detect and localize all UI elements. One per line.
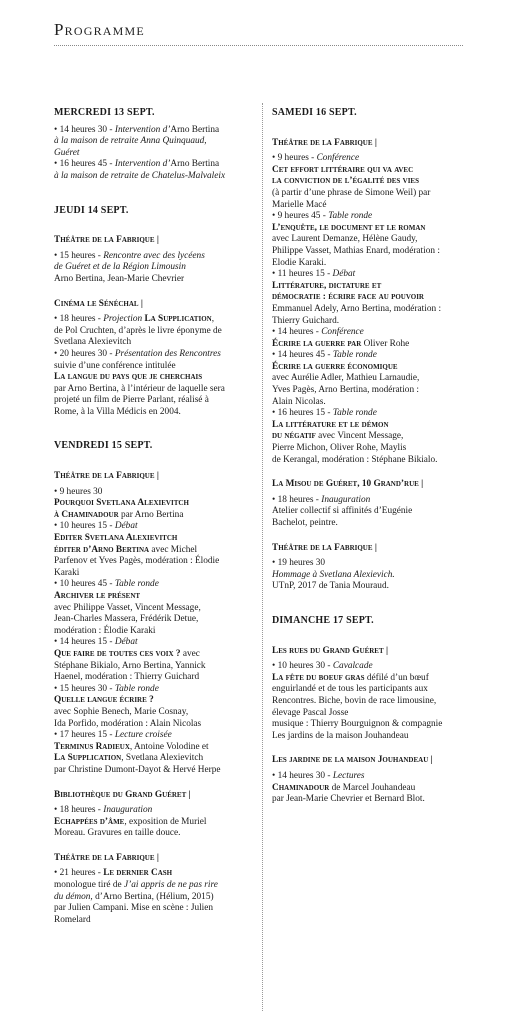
venue-heading: La Misou de Guéret, 10 Grand’rue | [272, 479, 424, 490]
event-text: • 21 heures - [54, 868, 104, 879]
event-text: (à partir d’une phrase de Simone Weil) par [272, 187, 431, 198]
event-title: Editer Svetlana Alexievitch [54, 533, 178, 544]
event-item [54, 159, 252, 182]
event-line [54, 568, 252, 580]
event-line [272, 771, 470, 783]
event-text: • 14 heures 45 - [272, 350, 333, 361]
event-kind: Rencontre avec des lycéens [103, 250, 205, 261]
event-line [54, 828, 252, 840]
event-line [272, 362, 470, 374]
event-line [54, 661, 252, 673]
venue-spacer [272, 742, 470, 755]
event-kind: Table ronde [114, 683, 159, 694]
event-line [272, 455, 470, 467]
event-line [272, 327, 470, 339]
event-item [272, 495, 470, 530]
event-kind: à la maison de retraite de Chatelus-Malvaleix [54, 170, 226, 181]
event-text: , Svetlana Alexievitch [121, 753, 204, 764]
event-line [272, 684, 470, 696]
venue-spacer [54, 840, 252, 853]
event-text: par Arno Bertina, à l’intérieur de laquelle sera [54, 383, 225, 394]
event-text: enguirlandé et de tous les participants aux [272, 684, 428, 695]
event-line [272, 696, 470, 708]
event-text: Stéphane Bikialo, Arno Bertina, Yannick [54, 660, 206, 671]
event-text: Arno Bertina [170, 159, 220, 170]
event-item [54, 314, 252, 349]
event-line [272, 420, 470, 432]
event-line [272, 506, 470, 518]
event-title: Archiver le présent [54, 591, 141, 601]
event-text: avec Philippe Vasset, Vincent Message, [54, 602, 201, 613]
event-text: • 18 heures - [272, 494, 322, 505]
event-line [54, 361, 252, 373]
event-title: Le dernier Cash [103, 868, 173, 879]
event-text: • 16 heures 45 - [54, 159, 115, 170]
event-text: musique : Thierry Bourguignon & compagnie [272, 719, 443, 730]
event-text: • 18 heures - [54, 314, 104, 325]
event-title: Cet effort littéraire qui va avec [272, 164, 414, 175]
event-text: • 20 heures 30 - [54, 348, 115, 359]
venue-heading: Théâtre de la Fabrique | [54, 852, 159, 863]
event-line [54, 251, 252, 263]
event-kind: Table ronde [332, 408, 377, 419]
event-item [54, 805, 252, 840]
event-text: • 19 heures 30 [272, 558, 326, 569]
event-text: défilé d’un bœuf [364, 672, 429, 683]
event-line [54, 742, 252, 754]
event-text: élevage Pascal Josse [272, 707, 349, 718]
event-line [54, 545, 252, 557]
event-line [272, 223, 470, 235]
event-line [272, 570, 470, 582]
day-heading: SAMEDI 16 SEPT. [272, 107, 357, 118]
venue-spacer [272, 633, 470, 646]
event-text: Atelier collectif si affinités d’Eugénie [272, 506, 413, 517]
event-title: Terminus Radieux [54, 741, 130, 752]
event-item [54, 487, 252, 777]
event-kind: du démon [54, 891, 91, 902]
event-text: de Marcel Jouhandeau [329, 782, 416, 793]
event-line [54, 719, 252, 731]
page-title: Programme [54, 20, 145, 39]
event-kind: Inauguration [321, 494, 371, 505]
event-line [272, 731, 470, 743]
event-kind: Cavalcade [332, 661, 373, 672]
event-title: Littérature, dictature et [272, 280, 382, 291]
day-spacer [272, 593, 470, 615]
event-title: du négatif [272, 431, 316, 442]
event-line [54, 171, 252, 183]
event-text: modération : Élodie Karaki [54, 625, 156, 636]
event-text: Marielle Macé [272, 199, 327, 210]
event-title: Que faire de toutes ces voix ? [54, 648, 181, 659]
event-line [54, 579, 252, 591]
event-text: , Antoine Volodine et [129, 741, 209, 752]
venue-heading: Théâtre de la Fabrique | [272, 542, 377, 553]
event-text: , exposition de Muriel [124, 816, 207, 827]
event-text: • 14 heures 15 - [54, 637, 115, 648]
event-item [272, 558, 470, 593]
event-line [54, 695, 252, 707]
event-kind: Conférence [316, 153, 360, 164]
event-line [272, 153, 470, 165]
event-kind: Conférence [321, 327, 364, 338]
event-line [272, 408, 470, 420]
event-line [272, 385, 470, 397]
event-text: • 9 heures 45 - [272, 211, 329, 222]
event-text: Moreau. Gravures en taille douce. [54, 828, 181, 839]
event-line [54, 510, 252, 522]
event-text: • 10 heures 45 - [54, 579, 115, 590]
event-line [54, 314, 252, 326]
venue-spacer [54, 222, 252, 235]
event-kind: Intervention d’ [114, 124, 171, 135]
event-line [272, 558, 470, 570]
event-item [54, 349, 252, 419]
event-text: par Julien Campani. Mise en scène : Julien [54, 903, 214, 914]
event-line [54, 892, 252, 904]
event-text: UTnP, 2017 de Tania Mouraud. [272, 581, 389, 592]
venue-spacer [54, 286, 252, 299]
event-line [54, 556, 252, 568]
event-title: à Chaminadour [54, 509, 119, 520]
event-title: la conviction de l’égalité des vies [272, 176, 419, 187]
event-kind: Présentation des Rencontres [114, 348, 221, 359]
venue-spacer [54, 458, 252, 471]
event-text: • 11 heures 15 - [272, 269, 333, 280]
event-line [272, 495, 470, 507]
event-text: Arno Bertina [170, 124, 220, 135]
event-line [272, 316, 470, 328]
event-title: Écrire la guerre économique [272, 361, 398, 372]
event-title: éditer d’Arno Bertina [54, 544, 150, 555]
event-line [54, 817, 252, 829]
event-line [54, 521, 252, 533]
event-line [272, 373, 470, 385]
event-line [54, 614, 252, 626]
event-text: de Pol Cruchten, d’après le livre éponyme de [54, 325, 222, 336]
event-title: L’enquête, le document et le roman [272, 222, 426, 233]
event-title: Chaminadour [272, 782, 330, 793]
event-text: Arno Bertina, Jean-Marie Chevrier [54, 273, 185, 284]
event-text: de Kerangal, modération : Stéphane Bikialo. [272, 454, 438, 465]
day-heading: JEUDI 14 SEPT. [54, 204, 129, 216]
venue-spacer [54, 777, 252, 790]
venue-spacer [272, 466, 470, 479]
event-line [54, 707, 252, 719]
event-text: Jean-Charles Massera, Frédérik Detue, [54, 614, 199, 625]
event-line [54, 498, 252, 510]
event-line [54, 487, 252, 499]
event-item [54, 868, 252, 926]
event-kind: Lectures [332, 770, 365, 781]
event-title: La fête du boeuf gras [272, 672, 365, 683]
event-line [54, 753, 252, 765]
event-kind: Table ronde [332, 350, 377, 361]
event-text: • 15 heures - [54, 250, 104, 261]
event-line [54, 868, 252, 880]
event-text: Yves Pagès, Arno Bertina, modération : [272, 385, 420, 396]
event-line [54, 136, 252, 148]
event-text: • 14 heures - [272, 327, 322, 338]
event-text: • 14 heures 30 - [54, 124, 115, 135]
event-title: démocratie : écrire face au pouvoir [272, 292, 424, 303]
event-text: • 9 heures - [272, 153, 317, 164]
event-line [54, 372, 252, 384]
event-line [54, 765, 252, 777]
event-item [272, 153, 470, 466]
event-text: projeté un film de Pierre Parlant, réalisé à [54, 395, 209, 406]
event-line [54, 603, 252, 615]
event-item [272, 661, 470, 742]
event-text: • 15 heures 30 - [54, 683, 115, 694]
event-line [54, 591, 252, 603]
event-line [272, 176, 470, 188]
event-text: Haenel, modération : Thierry Guichard [54, 672, 200, 683]
event-line [272, 443, 470, 455]
event-line [272, 269, 470, 281]
event-line [272, 188, 470, 200]
venue-heading: Bibliothèque du Grand Guéret | [54, 789, 191, 800]
venue-heading: Théâtre de la Fabrique | [54, 471, 159, 482]
event-line [54, 274, 252, 286]
event-text: • 18 heures - [54, 805, 104, 816]
event-line [54, 672, 252, 684]
event-item [54, 251, 252, 286]
venue-heading: Cinéma le Sénéchal | [54, 298, 143, 309]
event-text: Karaki [54, 567, 80, 578]
event-text: suivie d’une conférence intitulée [54, 360, 176, 371]
event-line [54, 384, 252, 396]
event-line [272, 719, 470, 731]
event-text: Ida Porfido, modération : Alain Nicolas [54, 718, 202, 729]
event-text: • 9 heures 30 [54, 486, 103, 497]
right-column [272, 107, 470, 806]
event-text: Rencontres. Biche, bovin de race limousine, [272, 695, 437, 706]
event-line [54, 349, 252, 361]
day-heading: VENDREDI 15 SEPT. [54, 440, 153, 452]
event-line [272, 281, 470, 293]
event-title: Quelle langue écrire ? [54, 695, 154, 706]
event-line [54, 637, 252, 649]
event-text: Philippe Vasset, Mathias Enard, modération : [272, 245, 440, 256]
title-divider [54, 45, 463, 46]
event-text: monologue tiré de [54, 880, 124, 891]
event-text: avec [180, 648, 200, 659]
event-kind: Table ronde [114, 579, 159, 590]
event-line [54, 533, 252, 545]
event-kind: Débat [114, 521, 138, 532]
event-line [272, 431, 470, 443]
event-line [272, 258, 470, 270]
day-spacer [54, 418, 252, 440]
event-line [54, 395, 252, 407]
venue-heading: Les rues du Grand Guéret | [272, 645, 389, 656]
event-line [54, 262, 252, 274]
event-text: Emmanuel Adely, Arno Bertina, modération : [272, 303, 442, 314]
event-line [272, 304, 470, 316]
event-text: par Arno Bertina [118, 509, 184, 520]
event-title: La Supplication [144, 314, 212, 325]
event-text: Oliver Rohe [361, 338, 410, 349]
event-kind: Intervention d’ [114, 159, 171, 170]
venue-spacer [272, 125, 470, 138]
event-kind: Débat [332, 269, 356, 280]
event-kind: Projection [103, 314, 145, 325]
event-kind: Débat [114, 637, 138, 648]
event-line [272, 246, 470, 258]
day-spacer [54, 183, 252, 205]
event-text: Les jardins de la maison Jouhandeau [272, 730, 409, 741]
event-text: • 16 heures 15 - [272, 408, 333, 419]
event-line [54, 805, 252, 817]
event-line [272, 661, 470, 673]
event-line [54, 125, 252, 137]
event-text: Pierre Michon, Oliver Rohe, Maylis [272, 443, 407, 454]
event-line [272, 200, 470, 212]
event-line [54, 730, 252, 742]
event-line [272, 350, 470, 362]
event-text: • 10 heures 15 - [54, 521, 115, 532]
event-text: par Christine Dumont-Dayot & Hervé Herpe [54, 764, 221, 775]
event-line [272, 708, 470, 720]
event-kind: à la maison de retraite Anna Quinquaud, [54, 136, 207, 147]
event-line [54, 626, 252, 638]
event-line [54, 407, 252, 419]
event-text: avec Laurent Demanze, Hélène Gaudy, [272, 234, 418, 245]
event-text: Bachelot, peintre. [272, 518, 338, 528]
event-text: • 14 heures 30 - [272, 770, 333, 781]
event-kind: de Guéret et de la Région Limousin [54, 262, 186, 273]
event-line [54, 915, 252, 927]
event-line [272, 211, 470, 223]
event-title: Pourquoi Svetlana Alexievitch [54, 498, 189, 509]
event-title: Echappées d’âme [54, 816, 125, 827]
event-line [272, 673, 470, 685]
event-text: avec Michel [149, 544, 198, 555]
event-title: La Supplication [54, 753, 122, 764]
event-kind: Inauguration [103, 805, 153, 816]
event-line [54, 649, 252, 661]
event-text: • 17 heures 15 - [54, 730, 115, 741]
event-line [54, 159, 252, 171]
event-text: avec Sophie Benech, Marie Cosnay, [54, 706, 189, 717]
venue-heading: Théâtre de la Fabrique | [54, 235, 159, 246]
venue-spacer [272, 530, 470, 543]
event-kind: J’ai appris de ne pas rire [123, 880, 218, 891]
event-line [272, 234, 470, 246]
event-text: Thierry Guichard. [272, 315, 340, 326]
event-text: , [211, 314, 215, 325]
event-line [272, 518, 470, 530]
event-title: La littérature et le démon [272, 419, 389, 430]
event-text: avec Vincent Message, [315, 431, 404, 442]
event-kind: Table ronde [328, 211, 373, 222]
event-text: avec Aurélie Adler, Mathieu Larnaudie, [272, 373, 420, 384]
event-text: Svetlana Alexievitch [54, 337, 132, 348]
left-column [54, 107, 252, 926]
event-line [272, 783, 470, 795]
day-heading: MERCREDI 13 SEPT. [54, 107, 155, 118]
day-heading: DIMANCHE 17 SEPT. [272, 614, 374, 626]
event-line [272, 165, 470, 177]
event-line [272, 581, 470, 593]
event-line [272, 339, 470, 351]
event-line [272, 397, 470, 409]
event-line [54, 880, 252, 892]
event-text: Rome, à la Villa Médicis en 2004. [54, 406, 181, 417]
event-text: , d’Arno Bertina, (Hélium, 2015) [90, 891, 214, 902]
event-title: Écrire la guerre par [272, 338, 362, 349]
event-title: La langue du pays que je cherchais [54, 372, 203, 383]
event-kind: Lecture croisée [114, 730, 172, 741]
event-text: Romelard [54, 914, 91, 925]
event-line [54, 684, 252, 696]
event-kind: Hommage à Svetlana Alexievich. [272, 569, 395, 580]
event-item [54, 125, 252, 160]
event-text: Alain Nicolas. [272, 396, 326, 407]
event-text: par Jean-Marie Chevrier et Bernard Blot. [272, 794, 425, 805]
event-line [54, 148, 252, 160]
event-text: • 10 heures 30 - [272, 661, 333, 672]
event-text: Parfenov et Yves Pagès, modération : Élodie [54, 556, 220, 567]
column-divider [262, 103, 263, 1011]
event-text: Elodie Karaki. [272, 257, 327, 268]
event-line [54, 326, 252, 338]
event-kind: Guéret [54, 147, 80, 158]
event-line [54, 903, 252, 915]
venue-heading: Les jardine de la maison Jouhandeau | [272, 755, 433, 766]
venue-heading: Théâtre de la Fabrique | [272, 137, 377, 148]
event-line [54, 337, 252, 349]
event-item [272, 771, 470, 806]
event-line [272, 292, 470, 304]
event-line [272, 794, 470, 806]
